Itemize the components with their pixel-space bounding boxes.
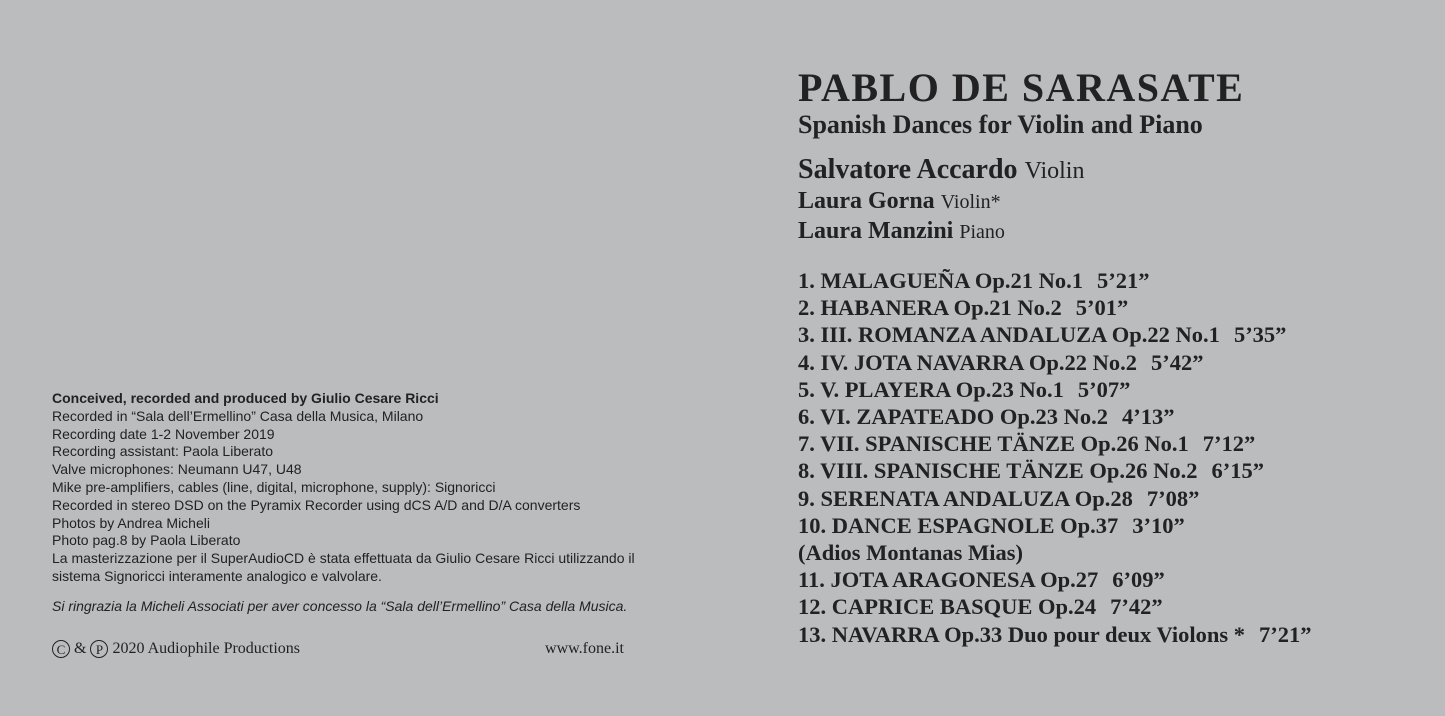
performers-list [798, 154, 1418, 247]
album-subtitle: Spanish Dances for Violin and Piano [798, 110, 1203, 139]
album-info [798, 64, 1418, 648]
credit-line: Recording date 1-2 November 2019 [52, 425, 275, 442]
track-item [798, 485, 1418, 512]
performer-name: Laura Manzini [798, 218, 954, 244]
track-title: 10. DANCE ESPAGNOLE Op.37 [798, 512, 1119, 538]
credit-line: Mike pre-amplifiers, cables (line, digital, microphone, supply): Signoricci [52, 478, 496, 495]
track-subtitle [798, 539, 1418, 566]
performer-instrument: Violin [1024, 158, 1085, 184]
track-title: 12. CAPRICE BASQUE Op.24 [798, 594, 1097, 620]
track-duration: 5’07” [1077, 376, 1131, 402]
composer-title: PABLO DE SARASATE [798, 65, 1245, 110]
acknowledgement-text: Si ringrazia la Micheli Associati per aver concesso la “Sala dell’Ermellino” Casa della Musica. [52, 597, 628, 614]
phonogram-icon: P [90, 640, 108, 658]
copyright-text: 2020 Audiophile Productions [112, 640, 301, 657]
credit-line: Photo pag.8 by Paola Liberato [52, 532, 241, 549]
copyright-notice [52, 640, 300, 658]
credit-line: La masterizzazione per il SuperAudioCD è stata effettuata da Giulio Cesare Ricci utilizzando il sistema Signoricci interamente analogico e valvolare. [52, 550, 635, 584]
track-title: 11. JOTA ARAGONESA Op.27 [798, 567, 1099, 593]
track-title: 6. VI. ZAPATEADO Op.23 No.2 [798, 404, 1109, 430]
track-item [798, 294, 1418, 321]
track-duration: 6’15” [1211, 458, 1264, 484]
track-title: 13. NAVARRA Op.33 Duo pour deux Violons * [798, 621, 1246, 647]
track-item [798, 267, 1418, 294]
track-duration: 6’09” [1112, 567, 1165, 593]
credit-line: Recorded in “Sala dell’Ermellino” Casa della Musica, Milano [52, 407, 424, 424]
performer-name: Laura Gorna [798, 188, 935, 214]
track-title: (Adios Montanas Mias) [798, 540, 1024, 566]
track-duration: 4’13” [1122, 404, 1175, 430]
performer-instrument: Violin* [940, 191, 1001, 213]
track-item [798, 621, 1418, 648]
track-item [798, 512, 1418, 539]
performer-instrument: Piano [959, 221, 1005, 243]
credit-line: Valve microphones: Neumann U47, U48 [52, 461, 302, 478]
track-duration: 5’21” [1097, 268, 1150, 293]
track-title: 7. VII. SPANISCHE TÄNZE Op.26 No.1 [798, 431, 1189, 457]
track-title: 4. IV. JOTA NAVARRA Op.22 No.2 [798, 349, 1138, 375]
track-title: 1. MALAGUEÑA Op.21 No.1 [798, 268, 1084, 293]
track-item [798, 457, 1418, 484]
credits-block [52, 390, 652, 616]
track-duration: 5’01” [1075, 295, 1129, 321]
track-item [798, 349, 1418, 376]
credit-line: Conceived, recorded and produced by Giulio Cesare Ricci [52, 390, 439, 406]
performer [798, 154, 1418, 187]
performer [798, 217, 1418, 247]
credit-line: Photos by Andrea Micheli [52, 514, 210, 531]
ampersand: & [74, 640, 87, 657]
credit-line: Recording assistant: Paola Liberato [52, 443, 274, 460]
credit-line: Recorded in stereo DSD on the Pyramix Recorder using dCS A/D and D/A converters [52, 496, 581, 513]
track-item [798, 376, 1418, 403]
performer-name: Salvatore Accardo [798, 154, 1018, 185]
website-link[interactable]: www.fone.it [545, 640, 624, 657]
performer [798, 187, 1418, 217]
track-item [798, 593, 1418, 620]
track-title: 9. SERENATA ANDALUZA Op.28 [798, 485, 1133, 511]
track-duration: 5’35” [1233, 322, 1287, 348]
track-duration: 7’21” [1259, 621, 1312, 647]
track-duration: 3’10” [1132, 512, 1185, 538]
track-title: 8. VIII. SPANISCHE TÄNZE Op.26 No.2 [798, 458, 1198, 484]
track-duration: 5’42” [1151, 349, 1204, 375]
track-duration: 7’08” [1146, 485, 1200, 511]
footer [52, 640, 624, 658]
track-item [798, 321, 1418, 348]
track-duration: 7’12” [1202, 431, 1256, 457]
track-item [798, 430, 1418, 457]
track-title: 2. HABANERA Op.21 No.2 [798, 295, 1062, 321]
track-duration: 7’42” [1110, 594, 1163, 620]
track-title: 5. V. PLAYERA Op.23 No.1 [798, 376, 1064, 402]
track-item [798, 403, 1418, 430]
copyright-icon: C [52, 640, 70, 658]
track-list [798, 267, 1418, 648]
track-title: 3. III. ROMANZA ANDALUZA Op.22 No.1 [798, 322, 1220, 348]
track-item [798, 566, 1418, 593]
